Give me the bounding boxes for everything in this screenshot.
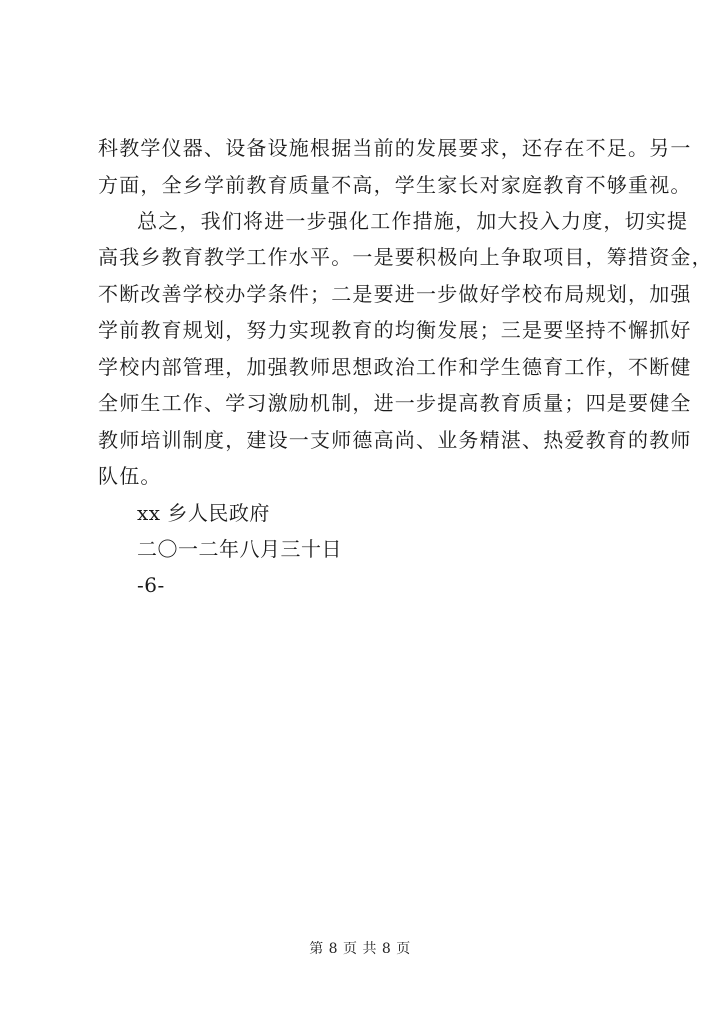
body-line-7: 学校内部管理，加强教师思想政治工作和学生德育工作，不断健 [98, 355, 692, 379]
body-line-2: 方面，全乡学前教育质量不高，学生家长对家庭教育不够重视。 [98, 173, 692, 197]
body-line-4: 高我乡教育教学工作水平。一是要积极向上争取项目，筹措资金， [98, 245, 713, 269]
body-line-5: 不断改善学校办学条件；二是要进一步做好学校布局规划，加强 [98, 282, 692, 306]
signature-date: 二〇一二年八月三十日 [137, 537, 342, 561]
page-marker: -6- [137, 573, 165, 597]
body-line-10: 队伍。 [98, 464, 162, 488]
body-line-9: 教师培训制度，建设一支师德高尚、业务精湛、热爱教育的教师 [98, 428, 692, 452]
body-line-1: 科教学仪器、设备设施根据当前的发展要求，还存在不足。另一 [98, 136, 692, 160]
body-line-8: 全师生工作、学习激励机制，进一步提高教育质量；四是要健全 [98, 391, 692, 415]
body-line-3: 总之，我们将进一步强化工作措施，加大投入力度，切实提 [137, 209, 689, 233]
page-footer: 第 8 页 共 8 页 [309, 941, 411, 957]
body-line-6: 学前教育规划，努力实现教育的均衡发展；三是要坚持不懈抓好 [98, 318, 692, 342]
signature-org: xx 乡人民政府 [137, 501, 270, 525]
